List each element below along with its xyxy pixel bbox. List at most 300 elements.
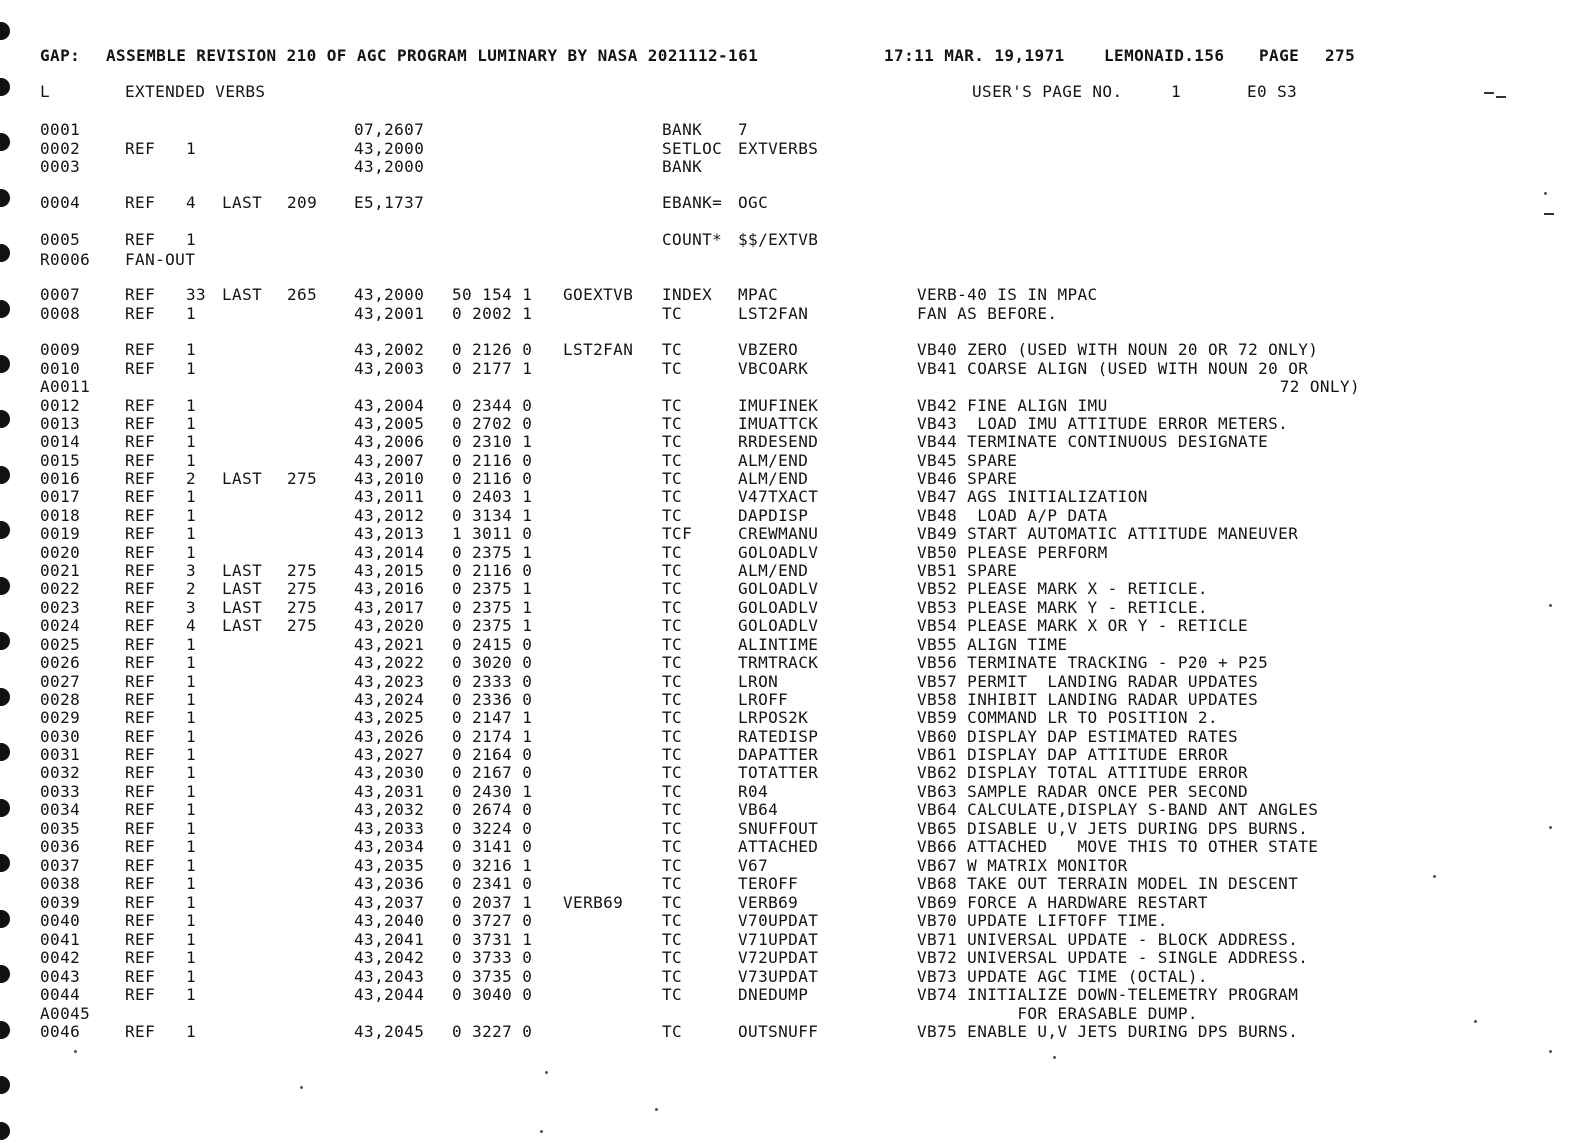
line-number: 0018 [40,506,81,525]
ref-field: REF [125,543,156,562]
line-number: 0004 [40,193,81,212]
line-number: 0038 [40,874,81,893]
operand: GOLOADLV [738,598,819,617]
opcode: TC [662,672,683,691]
operand: IMUFINEK [738,396,819,415]
address: 43,2012 [354,506,425,525]
user-page-number: 1 [1171,82,1182,101]
comment: VB49 START AUTOMATIC ATTITUDE MANEUVER [917,524,1299,543]
ref-field: REF [125,819,156,838]
address: 43,2015 [354,561,425,580]
line-number: 0033 [40,782,81,801]
address: 43,2033 [354,819,425,838]
line-number: 0036 [40,837,81,856]
last-page: 275 [287,469,318,488]
octal-word: 0 2415 0 [452,635,533,654]
listing-row [0,635,1585,654]
assembly-title: ASSEMBLE REVISION 210 OF AGC PROGRAM LUMINARY BY NASA 2021112-161 [106,46,759,65]
opcode: TC [662,451,683,470]
operand: V73UPDAT [738,967,819,986]
symbol-label: VERB69 [563,893,624,912]
line-number: 0005 [40,230,81,249]
ref-field: REF [125,561,156,580]
last-page: 275 [287,598,318,617]
operand: SNUFFOUT [738,819,819,838]
last-page: 275 [287,561,318,580]
comment: VB52 PLEASE MARK X - RETICLE. [917,579,1208,598]
opcode: TC [662,506,683,525]
operand: V67 [738,856,769,875]
octal-word: 0 2333 0 [452,672,533,691]
last-page: 265 [287,285,318,304]
operand: TRMTRACK [738,653,819,672]
opcode: TC [662,690,683,709]
octal-word: 0 3733 0 [452,948,533,967]
ref-count: 1 [186,487,197,506]
address: 43,2014 [354,543,425,562]
address: 43,2032 [354,800,425,819]
line-number: 0016 [40,469,81,488]
octal-word: 0 2702 0 [452,414,533,433]
operand: EXTVERBS [738,139,819,158]
line-number: 0022 [40,579,81,598]
ref-field: REF [125,285,156,304]
comment: VB43 LOAD IMU ATTITUDE ERROR METERS. [917,414,1289,433]
line-number: 0046 [40,1022,81,1041]
octal-word: 0 2375 1 [452,616,533,635]
operand: DAPATTER [738,745,819,764]
ref-field: REF [125,469,156,488]
ref-field: REF [125,230,156,249]
opcode: TC [662,856,683,875]
octal-word: 1 3011 0 [452,524,533,543]
ref-field: REF [125,340,156,359]
address: 43,2000 [354,139,425,158]
listing-row [0,874,1585,893]
operand: VBZERO [738,340,799,359]
ref-field: REF [125,635,156,654]
last-field: LAST [222,616,263,635]
ref-count: 1 [186,230,197,249]
comment: VB41 COARSE ALIGN (USED WITH NOUN 20 OR [917,359,1309,378]
opcode: TC [662,304,683,323]
ref-field: REF [125,359,156,378]
comment: VERB-40 IS IN MPAC [917,285,1098,304]
listing-row [0,396,1585,415]
octal-word: 0 3735 0 [452,967,533,986]
operand: OGC [738,193,769,212]
opcode: TC [662,635,683,654]
ref-field: REF [125,579,156,598]
comment: VB72 UNIVERSAL UPDATE - SINGLE ADDRESS. [917,948,1309,967]
octal-word: 0 3040 0 [452,985,533,1004]
ref-field: REF [125,672,156,691]
page-label: PAGE [1259,46,1300,65]
section-title: EXTENDED VERBS [125,82,266,101]
octal-word: 0 3141 0 [452,837,533,856]
listing-row [0,139,1585,158]
last-page: 275 [287,579,318,598]
octal-word: 0 2375 1 [452,598,533,617]
listing-row [0,967,1585,986]
line-number: 0015 [40,451,81,470]
line-number: 0032 [40,763,81,782]
opcode: TC [662,543,683,562]
section-code: E0 S3 [1247,82,1298,101]
operand: 7 [738,120,749,139]
user-page-label: USER'S PAGE NO. [972,82,1123,101]
ref-count: 1 [186,745,197,764]
last-field: LAST [222,285,263,304]
ref-field: REF [125,506,156,525]
operand: DAPDISP [738,506,809,525]
ref-count: 2 [186,469,197,488]
line-number: 0037 [40,856,81,875]
ref-count: 1 [186,690,197,709]
ref-count: 1 [186,304,197,323]
opcode: TC [662,359,683,378]
listing-row [0,561,1585,580]
listing-row [0,930,1585,949]
opcode: TC [662,340,683,359]
address: 43,2005 [354,414,425,433]
listing-row [0,120,1585,139]
octal-word: 0 3216 1 [452,856,533,875]
comment: VB64 CALCULATE,DISPLAY S-BAND ANT ANGLES [917,800,1319,819]
opcode: TC [662,893,683,912]
ref-count: 1 [186,763,197,782]
line-number: 0034 [40,800,81,819]
file-name: LEMONAID.156 [1104,46,1225,65]
symbol-label: GOEXTVB [563,285,634,304]
address: E5,1737 [354,193,425,212]
comment: VB44 TERMINATE CONTINUOUS DESIGNATE [917,432,1269,451]
opcode: TC [662,432,683,451]
ref-field: REF [125,930,156,949]
listing-row [0,579,1585,598]
octal-word: 0 2037 1 [452,893,533,912]
ref-count: 3 [186,561,197,580]
octal-word: 0 2344 0 [452,396,533,415]
comment: VB40 ZERO (USED WITH NOUN 20 OR 72 ONLY) [917,340,1319,359]
listing-row [0,800,1585,819]
comment: VB66 ATTACHED MOVE THIS TO OTHER STATE [917,837,1319,856]
symbol-label: LST2FAN [563,340,634,359]
line-number: 0010 [40,359,81,378]
operand: LST2FAN [738,304,809,323]
address: 43,2002 [354,340,425,359]
line-number: 0041 [40,930,81,949]
listing-row [0,304,1585,323]
operand: GOLOADLV [738,579,819,598]
address: 43,2037 [354,893,425,912]
address: 43,2011 [354,487,425,506]
ref-field: REF [125,396,156,415]
listing-row [0,893,1585,912]
octal-word: 0 2310 1 [452,432,533,451]
line-number: 0031 [40,745,81,764]
ref-count: 1 [186,635,197,654]
comment: VB59 COMMAND LR TO POSITION 2. [917,708,1218,727]
listing-row [0,543,1585,562]
address: 43,2030 [354,763,425,782]
ref-count: 1 [186,727,197,746]
octal-word: 0 2002 1 [452,304,533,323]
operand: LROFF [738,690,789,709]
listing-row [0,469,1585,488]
listing-row [0,506,1585,525]
address: 43,2006 [354,432,425,451]
last-field: LAST [222,469,263,488]
line-number: 0002 [40,139,81,158]
opcode: TC [662,396,683,415]
line-number: 0020 [40,543,81,562]
address: 43,2017 [354,598,425,617]
listing-row [0,432,1585,451]
listing-row [0,911,1585,930]
operand: V71UPDAT [738,930,819,949]
ref-count: 1 [186,819,197,838]
opcode: TC [662,708,683,727]
address: 43,2024 [354,690,425,709]
address: 43,2026 [354,727,425,746]
comment: VB62 DISPLAY TOTAL ATTITUDE ERROR [917,763,1249,782]
ref-count: 1 [186,653,197,672]
ref-field: REF [125,948,156,967]
listing-row [0,340,1585,359]
line-number: 0028 [40,690,81,709]
comment: VB73 UPDATE AGC TIME (OCTAL). [917,967,1208,986]
ref-field: REF [125,985,156,1004]
listing-row [0,250,1585,269]
line-number: A0011 [40,377,91,396]
listing-row [0,157,1585,176]
operand: MPAC [738,285,779,304]
last-field: LAST [222,598,263,617]
opcode: TC [662,967,683,986]
octal-word: 0 2177 1 [452,359,533,378]
address: 43,2034 [354,837,425,856]
address: 43,2007 [354,451,425,470]
comment: VB51 SPARE [917,561,1018,580]
listing-row [0,819,1585,838]
octal-word: 0 2126 0 [452,340,533,359]
listing-row [0,377,1585,396]
opcode: TC [662,930,683,949]
operand: VBCOARK [738,359,809,378]
ref-field: FAN-OUT [125,250,196,269]
address: 43,2040 [354,911,425,930]
opcode: TC [662,579,683,598]
ref-field: REF [125,1022,156,1041]
ref-field: REF [125,967,156,986]
comment: VB69 FORCE A HARDWARE RESTART [917,893,1208,912]
ref-count: 1 [186,414,197,433]
line-number: 0039 [40,893,81,912]
line-number: 0001 [40,120,81,139]
ref-field: REF [125,304,156,323]
ref-count: 33 [186,285,207,304]
operand: ALM/END [738,469,809,488]
operand: ATTACHED [738,837,819,856]
ref-count: 4 [186,193,197,212]
octal-word: 0 2375 1 [452,543,533,562]
ref-count: 2 [186,579,197,598]
comment: FAN AS BEFORE. [917,304,1058,323]
ref-field: REF [125,487,156,506]
operand: RATEDISP [738,727,819,746]
comment: VB67 W MATRIX MONITOR [917,856,1128,875]
listing-row [0,451,1585,470]
opcode: EBANK= [662,193,723,212]
ref-count: 1 [186,340,197,359]
ref-count: 1 [186,672,197,691]
opcode: TC [662,763,683,782]
address: 43,2020 [354,616,425,635]
operand: V72UPDAT [738,948,819,967]
comment: VB47 AGS INITIALIZATION [917,487,1148,506]
line-number: 0019 [40,524,81,543]
comment: VB57 PERMIT LANDING RADAR UPDATES [917,672,1259,691]
address: 43,2035 [354,856,425,875]
listing-row [0,285,1585,304]
operand: DNEDUMP [738,985,809,1004]
listing-row [0,653,1585,672]
address: 43,2004 [354,396,425,415]
listing-row [0,1022,1585,1041]
ref-count: 1 [186,782,197,801]
address: 43,2010 [354,469,425,488]
opcode: SETLOC [662,139,723,158]
ref-field: REF [125,653,156,672]
line-number: R0006 [40,250,91,269]
address: 43,2021 [354,635,425,654]
opcode: TC [662,911,683,930]
ref-count: 1 [186,432,197,451]
ref-count: 1 [186,451,197,470]
opcode: TC [662,985,683,1004]
operand: ALM/END [738,561,809,580]
line-number: A0045 [40,1004,91,1023]
opcode: TC [662,616,683,635]
line-number: 0029 [40,708,81,727]
address: 43,2001 [354,304,425,323]
octal-word: 0 3020 0 [452,653,533,672]
opcode: TC [662,819,683,838]
line-number: 0013 [40,414,81,433]
operand: IMUATTCK [738,414,819,433]
listing-row [0,616,1585,635]
line-number: 0023 [40,598,81,617]
listing-row [0,672,1585,691]
ref-count: 1 [186,911,197,930]
octal-word: 0 3134 1 [452,506,533,525]
line-number: 0024 [40,616,81,635]
operand: OUTSNUFF [738,1022,819,1041]
opcode: TC [662,837,683,856]
ref-field: REF [125,911,156,930]
comment: FOR ERASABLE DUMP. [917,1004,1198,1023]
comment: VB71 UNIVERSAL UPDATE - BLOCK ADDRESS. [917,930,1299,949]
line-number: 0012 [40,396,81,415]
opcode: TC [662,800,683,819]
line-number: 0007 [40,285,81,304]
last-field: LAST [222,561,263,580]
ref-field: REF [125,893,156,912]
octal-word: 0 2167 0 [452,763,533,782]
line-number: 0040 [40,911,81,930]
address: 43,2036 [354,874,425,893]
last-page: 209 [287,193,318,212]
address: 07,2607 [354,120,425,139]
ref-count: 3 [186,598,197,617]
line-number: 0044 [40,985,81,1004]
ref-count: 1 [186,139,197,158]
listing-row [0,414,1585,433]
opcode: TC [662,948,683,967]
listing-row [0,837,1585,856]
address: 43,2045 [354,1022,425,1041]
ref-count: 1 [186,1022,197,1041]
operand: VB64 [738,800,779,819]
comment: VB61 DISPLAY DAP ATTITUDE ERROR [917,745,1229,764]
listing-row [0,782,1585,801]
ref-count: 1 [186,930,197,949]
opcode: BANK [662,157,703,176]
octal-word: 0 2116 0 [452,561,533,580]
address: 43,2041 [354,930,425,949]
address: 43,2025 [354,708,425,727]
opcode: TCF [662,524,693,543]
ref-count: 4 [186,616,197,635]
assembly-timestamp: 17:11 MAR. 19,1971 [884,46,1065,65]
ref-field: REF [125,616,156,635]
address: 43,2022 [354,653,425,672]
last-field: LAST [222,579,263,598]
listing-row [0,763,1585,782]
line-number: 0008 [40,304,81,323]
opcode: TC [662,414,683,433]
operand: V70UPDAT [738,911,819,930]
address: 43,2042 [354,948,425,967]
ref-count: 1 [186,948,197,967]
listing-row [0,1004,1585,1023]
line-number: 0009 [40,340,81,359]
line-number: 0035 [40,819,81,838]
ref-count: 1 [186,985,197,1004]
line-number: 0043 [40,967,81,986]
comment-continuation: 72 ONLY) [1279,377,1360,396]
listing-row [0,524,1585,543]
comment: VB45 SPARE [917,451,1018,470]
operand: CREWMANU [738,524,819,543]
ref-field: REF [125,193,156,212]
page-number: 275 [1325,46,1356,65]
operand: ALINTIME [738,635,819,654]
ref-field: REF [125,727,156,746]
octal-word: 0 2116 0 [452,469,533,488]
octal-word: 0 2164 0 [452,745,533,764]
octal-word: 0 2674 0 [452,800,533,819]
operand: LRON [738,672,779,691]
line-number: 0014 [40,432,81,451]
comment: VB48 LOAD A/P DATA [917,506,1108,525]
ref-count: 1 [186,856,197,875]
opcode: TC [662,487,683,506]
opcode: TC [662,561,683,580]
comment: VB60 DISPLAY DAP ESTIMATED RATES [917,727,1239,746]
listing-row [0,230,1585,249]
